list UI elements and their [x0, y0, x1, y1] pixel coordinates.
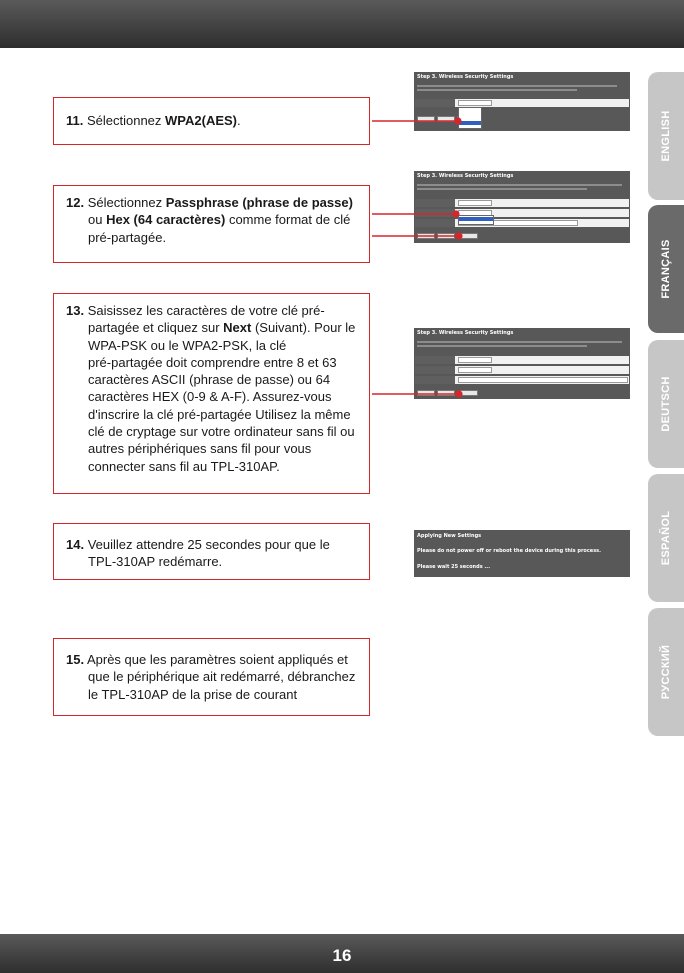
- tab-label: ENGLISH: [660, 110, 672, 162]
- step-12-line: pré-partagée.: [88, 229, 167, 245]
- screenshot-title: Applying New Settings: [417, 533, 482, 539]
- step-text: Sélectionnez: [84, 195, 166, 210]
- step-text-bold: Next: [223, 320, 252, 336]
- step-text-bold: Passphrase (phrase de passe): [165, 195, 353, 210]
- tab-label: FRANÇAIS: [660, 239, 672, 299]
- step-number: 15.: [66, 652, 85, 667]
- step-15-line: le TPL-310AP de la prise de courant: [88, 686, 298, 702]
- tab-label: DEUTSCH: [660, 376, 672, 432]
- step-text: Veuillez attendre 25 secondes pour que le: [84, 537, 330, 552]
- connector-dot: [453, 211, 459, 217]
- step-text: Sélectionnez: [83, 113, 166, 128]
- tab-deutsch[interactable]: [648, 340, 684, 468]
- step-14-line: TPL-310AP redémarre.: [88, 554, 223, 570]
- connector-dot: [456, 391, 462, 397]
- screenshot-title: Step 3. Wireless Security Settings: [417, 330, 514, 336]
- step-13-line: caractères ASCII (phrase de passe) ou 64: [88, 372, 331, 388]
- tab-francais[interactable]: [648, 205, 684, 333]
- step-13-line: clé de cryptage sur votre ordinateur sans fil ou: [88, 424, 355, 440]
- step-number: 14.: [66, 537, 85, 552]
- step-text: .: [237, 113, 241, 128]
- step-13-line: d'inscrire la clé pré-partagée Utilisez la même: [88, 406, 351, 422]
- step-13-line: pré-partagée doit comprendre entre 8 et 63: [88, 354, 337, 370]
- step-13-line: WPA-PSK ou le WPA2-PSK, la clé: [88, 337, 287, 353]
- step-13-line: autres périphériques sans fil pour vous: [88, 441, 312, 457]
- page-number: 16: [332, 946, 352, 965]
- step-text: (Suivant). Pour le: [251, 320, 356, 336]
- step-13-line: caractères HEX (0-9 & A-F). Assurez-vous: [88, 389, 332, 405]
- step-text: Après que les paramètres soient appliqués et: [84, 652, 348, 667]
- screenshot-title: Step 3. Wireless Security Settings: [417, 173, 514, 179]
- tab-label: ESPAÑOL: [660, 510, 672, 566]
- connector-dot: [455, 118, 461, 124]
- tab-russian[interactable]: [648, 608, 684, 736]
- step-number: 13.: [66, 303, 85, 318]
- screenshot-title: Step 3. Wireless Security Settings: [417, 74, 514, 80]
- step-text: comme format de clé: [225, 212, 351, 228]
- step-number: 11.: [66, 113, 84, 128]
- tab-label: РУССКИЙ: [660, 644, 672, 700]
- step-text: ou: [88, 212, 107, 228]
- step-15-line: que le périphérique ait redémarré, débranchez: [88, 669, 356, 685]
- step-text: partagée et cliquez sur: [88, 320, 224, 336]
- step-13-line: connecter sans fil au TPL-310AP.: [88, 458, 280, 474]
- tab-english[interactable]: [648, 72, 684, 200]
- screenshot-message: Please do not power off or reboot the device during this process.: [417, 548, 602, 554]
- connector-dot: [456, 233, 462, 239]
- step-number: 12.: [66, 195, 85, 210]
- step-text-bold: WPA2(AES): [165, 113, 238, 128]
- tab-espanol[interactable]: [648, 474, 684, 602]
- step-text: Saisissez les caractères de votre clé pré-: [84, 303, 325, 318]
- screenshot-message: Please wait 25 seconds ...: [417, 564, 491, 570]
- step-text-bold: Hex (64 caractères): [106, 212, 226, 228]
